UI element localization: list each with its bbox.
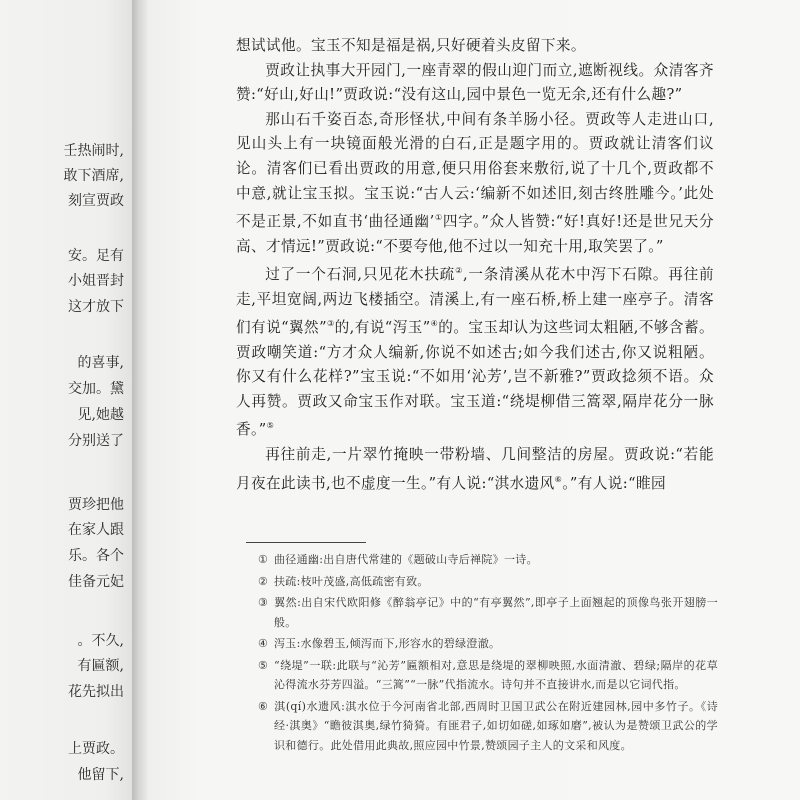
- left-page-line: 安。足有: [68, 248, 124, 264]
- left-page-line: 佳备元妃: [68, 574, 124, 590]
- left-page-line: 敢下酒席,: [63, 168, 124, 184]
- left-page-line: 他留下,: [77, 767, 124, 783]
- footnote-mark-1: ①: [434, 213, 443, 223]
- left-page-line: 分别送了: [68, 433, 124, 449]
- footnote-3: ③ 翼然:出自宋代欧阳修《醉翁亭记》中的“有亭翼然”,即亭子上面翘起的顶像鸟张开翅膀一般。: [258, 596, 718, 629]
- footnote-6: ⑥ 淇(qí)水遗风:淇水位于今河南省北部,西周时卫国卫武公在附近建园林,园中多竹子。《诗经·淇奥》“瞻彼淇奥,绿竹猗猗。有匪君子,如切如磋,如琢如磨”,被认为是赞颂卫武公的学识和德行。此处借用此典故,照应园中竹景,赞颂园子主人的文采和风度。: [258, 699, 718, 752]
- left-page-line: 乐。各个: [68, 548, 124, 564]
- left-page-line: 有匾额,: [77, 658, 124, 674]
- right-page: [148, 0, 800, 800]
- paragraph-3: 那山石千姿百态,奇形怪状,中间有条羊肠小径。贾政等人走进山口,见山头上有一块镜面般光滑的白石,正是题字用的。贾政就让清客们议论。清客们已看出贾政的用意,便只用俗套来敷衍,说了十几个,贾政都不中意,就让宝玉拟。宝玉说:“古人云:‘编新不如述旧,刻古终胜雕今。’此处不是正景,不如直书‘曲径通幽’①四字。”众人皆赞:“好!真好!还是世兄天分高、才情远!”贾政说:“不要夸他,他不过以一知充十用,取笑罢了。”: [236, 110, 715, 255]
- left-page-line: 壬热闹时,: [63, 143, 124, 159]
- left-page-line: 的喜事,: [77, 355, 124, 371]
- left-page-line: 交加。黛: [68, 381, 124, 397]
- body-text: [236, 34, 714, 496]
- footnote-mark-6: ⑥: [554, 474, 563, 484]
- book-gutter: [132, 0, 148, 800]
- footnote-mark-3: ③: [326, 319, 335, 329]
- left-page-line: 这才放下: [68, 299, 124, 315]
- footnote-mark-5: ⑤: [266, 421, 275, 431]
- left-page-line: 在家人跟: [68, 522, 124, 538]
- paragraph-1: 想试试他。宝玉不知是福是祸,只好硬着头皮留下来。: [236, 37, 586, 54]
- left-page-line: 上贾政。: [68, 741, 124, 757]
- paragraph-2: 贾政让执事大开园门,一座青翠的假山迎门而立,遮断视线。众清客齐赞:“好山,好山!”贾政说:“没有这山,园中景色一览无余,还有什么趣?”: [236, 61, 714, 104]
- left-page: [0, 0, 132, 800]
- footnote-2: ② 扶疏:枝叶茂盛,高低疏密有致。: [258, 574, 429, 588]
- paragraph-5: 再往前走,一片翠竹掩映一带粉墙、几间整洁的房屋。贾政说:“若能月夜在此读书,也不虚度一生。”有人说:“淇水遗风⑥。”有人说:“睢园: [236, 445, 714, 492]
- left-page-line: 贾珍把他: [68, 497, 124, 513]
- footnote-1: ① 曲径通幽:出自唐代常建的《题破山寺后禅院》一诗。: [258, 553, 538, 566]
- footnote-mark-2: ②: [455, 266, 464, 276]
- left-page-line: 。不久,: [77, 633, 124, 649]
- left-page-line: 刻宣贾政: [68, 193, 124, 209]
- footnote-divider: [246, 542, 366, 543]
- footnotes: [258, 550, 718, 757]
- footnote-mark-4: ④: [430, 319, 439, 329]
- left-page-line: 小姐晋封: [68, 273, 124, 289]
- left-page-line: 花先拟出: [68, 684, 124, 700]
- left-page-line: 见,她越: [77, 407, 124, 423]
- footnote-5: ⑤ “绕堤”一联:此联与“沁芳”匾额相对,意思是绕堤的翠柳映照,水面清澈、碧绿;隔岸的花草沁得流水芬芳四溢。“三篙”“一脉”代指流水。诗句并不直接讲水,而是以它词代指。: [258, 658, 718, 691]
- paragraph-4: 过了一个石洞,只见花木扶疏②,一条清溪从花木中泻下石隙。再往前走,平坦宽阔,两边飞楼插空。清溪上,有一座石桥,桥上建一座亭子。清客们有说“翼然”③的,有说“泻玉”④的。宝玉却认为这些词太粗陋,不够含蓄。贾政嘲笑道:“方才众人编新,你说不如述古;如今我们述古,你又说粗陋。你又有什么花样?”宝玉说:“不如用‘沁芳’,岂不新雅?”贾政捻须不语。众人再赞。贾政又命宝玉作对联。宝玉道:“绕堤柳借三篙翠,隔岸花分一脉香。”⑤: [236, 266, 714, 439]
- footnote-4: ④ 泻玉:水像碧玉,倾泻而下,形容水的碧绿澄澈。: [258, 637, 501, 650]
